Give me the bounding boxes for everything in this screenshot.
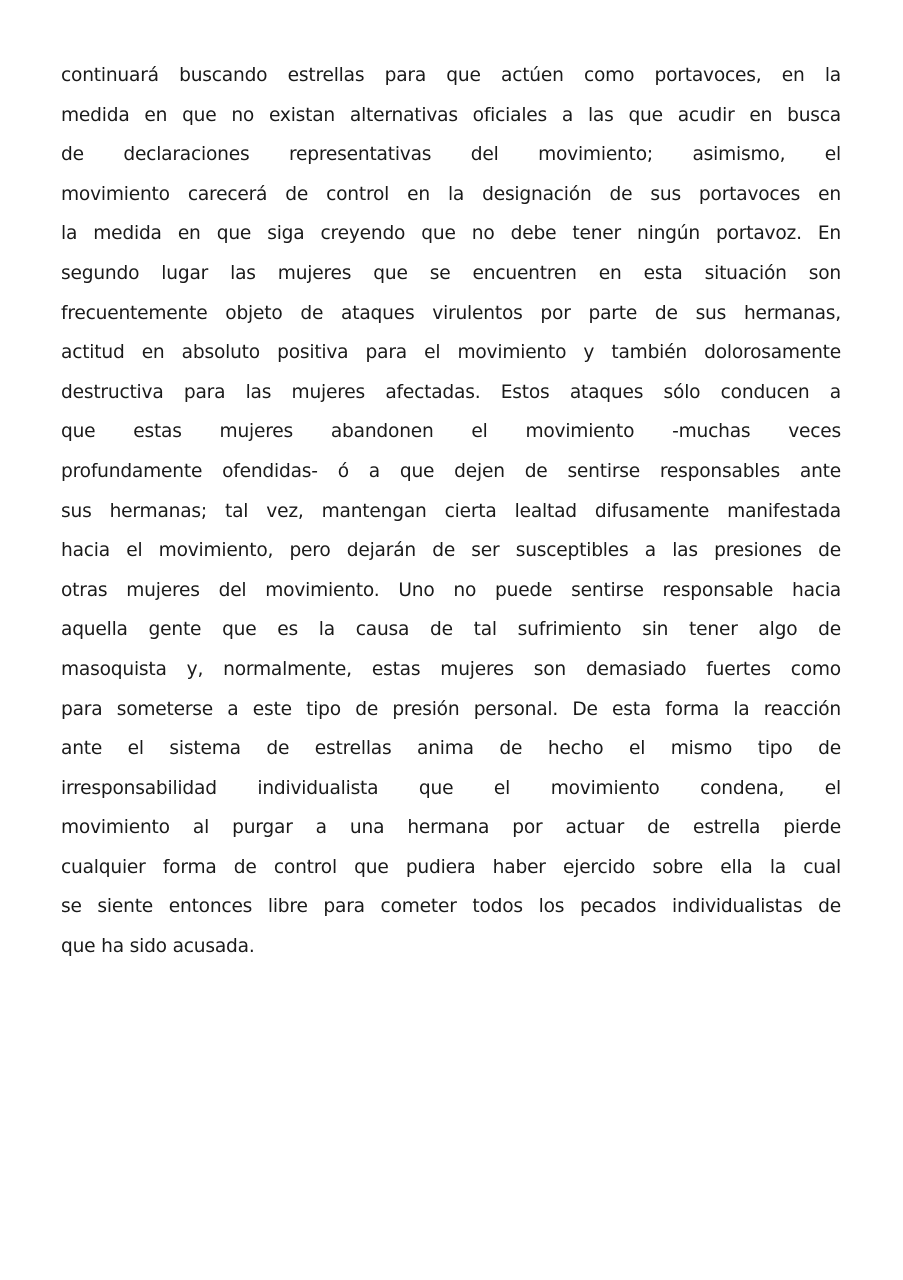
text-line: aquella gente que es la causa de tal sufrimiento sin tener algo de [61, 619, 841, 641]
text-line: irresponsabilidad individualista que el movimiento condena, el [61, 777, 841, 799]
text-line: continuará buscando estrellas para que actúen como portavoces, en la [61, 65, 841, 86]
text-line: la medida en que siga creyendo que no debe tener ningún portavoz. En [61, 223, 841, 245]
text-line: sus hermanas; tal vez, mantengan cierta lealtad difusamente manifestada [61, 500, 841, 522]
text-line: profundamente ofendidas- ó a que dejen de sentirse responsables ante [61, 460, 841, 482]
text-line: destructiva para las mujeres afectadas. Estos ataques sólo conducen a [61, 381, 841, 403]
text-line: otras mujeres del movimiento. Uno no puede sentirse responsable hacia [61, 579, 841, 601]
text-line: se siente entonces libre para cometer todos los pecados individualistas de [61, 896, 841, 918]
text-line: movimiento carecerá de control en la designación de sus portavoces en [61, 183, 841, 205]
text-line: masoquista y, normalmente, estas mujeres son demasiado fuertes como [61, 658, 841, 680]
text-line: que estas mujeres abandonen el movimiento -muchas veces [61, 421, 841, 443]
text-line: segundo lugar las mujeres que se encuentren en esta situación son [61, 262, 841, 284]
text-line: actitud en absoluto positiva para el movimiento y también dolorosamente [61, 342, 841, 364]
text-line: que ha sido acusada. [61, 936, 255, 958]
text-line: de declaraciones representativas del movimiento; asimismo, el [61, 144, 841, 166]
text-line: frecuentemente objeto de ataques virulentos por parte de sus hermanas, [61, 302, 841, 324]
text-line: movimiento al purgar a una hermana por actuar de estrella pierde [61, 817, 841, 839]
text-line: para someterse a este tipo de presión personal. De esta forma la reacción [61, 698, 841, 720]
text-line: hacia el movimiento, pero dejarán de ser susceptibles a las presiones de [61, 540, 841, 562]
text-line: medida en que no existan alternativas oficiales a las que acudir en busca [61, 104, 841, 126]
text-line: ante el sistema de estrellas anima de hecho el mismo tipo de [61, 738, 841, 760]
document-body [61, 56, 841, 967]
text-line: cualquier forma de control que pudiera haber ejercido sobre ella la cual [61, 856, 841, 878]
